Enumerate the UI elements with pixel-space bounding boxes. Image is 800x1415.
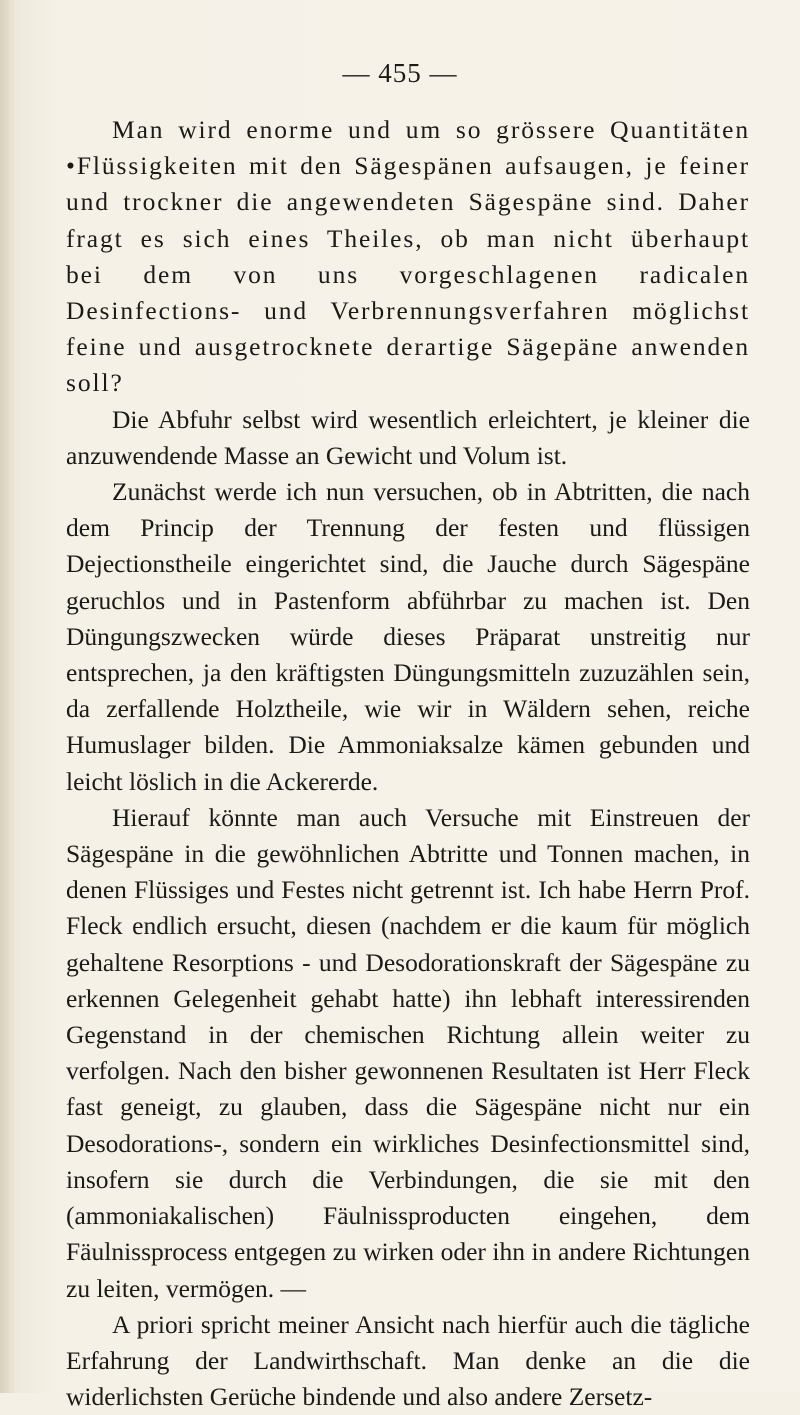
paragraph-3: Zunächst werde ich nun versuchen, ob in Abtritten, die nach dem Princip der Trennung der festen und flüssigen Dejectionstheile eingerichtet sind, die Jauche durch Sägespäne geruchlos und in Pastenform abführbar zu machen ist. Den Düngungszwecken würde dieses Präparat unstreitig nur entsprechen, ja den kräftigsten Düngungsmitteln zuzuzählen sein, da zerfallende Holztheile, wie wir in Wäldern sehen, reiche Humuslager bilden. Die Ammoniaksalze kämen gebunden und leicht löslich in die Ackererde. xyxy=(66,477,750,796)
paragraph-5: A priori spricht meiner Ansicht nach hierfür auch die tägliche Erfahrung der Landwirthschaft. Man denke an die die widerlichsten Gerüche bindende und also andere Zersetz- xyxy=(66,1309,750,1412)
paragraph-2: Die Abfuhr selbst wird wesentlich erleichtert, je kleiner die anzuwendende Masse an Gewicht und Volum ist. xyxy=(66,404,750,470)
body-text xyxy=(66,112,750,1415)
page-gutter xyxy=(0,0,14,1393)
paragraph-4: Hierauf könnte man auch Versuche mit Einstreuen der Sägespäne in die gewöhnlichen Abtritte und Tonnen machen, in denen Flüssiges und Festes nicht getrennt ist. Ich habe Herrn Prof. Fleck endlich ersucht, diesen (nachdem er die kaum für möglich gehaltene Resorptions - und Desodorationskraft der Sägespäne zu erkennen Gelegenheit gehabt hatte) ihn lebhaft interessirenden Gegenstand in der chemischen Richtung allein weiter zu verfolgen. Nach den bisher gewonnenen Resultaten ist Herr Fleck fast geneigt, zu glauben, dass die Sägespäne nicht nur ein Desodorations-, sondern ein wirkliches Desinfectionsmittel sind, insofern sie durch die Verbindungen, die sie mit den (ammoniakalischen) Fäulnissproducten eingehen, dem Fäulnissprocess entgegen zu wirken oder ihn in andere Richtungen zu leiten, vermögen. — xyxy=(66,802,750,1303)
page-number: — 455 — xyxy=(342,58,458,88)
paragraph-1: Man wird enorme und um so grössere Quantitäten •Flüssigkeiten mit den Sägespänen aufsaugen, je feiner und trockner die angewendeten Sägespäne sind. Daher fragt es sich eines Theiles, ob man nicht überhaupt bei dem von uns vorgeschlagenen radicalen Desinfections- und Verbrennungsverfahren möglichst feine und ausgetrocknete derartige Sägepäne anwenden soll? xyxy=(66,115,750,398)
